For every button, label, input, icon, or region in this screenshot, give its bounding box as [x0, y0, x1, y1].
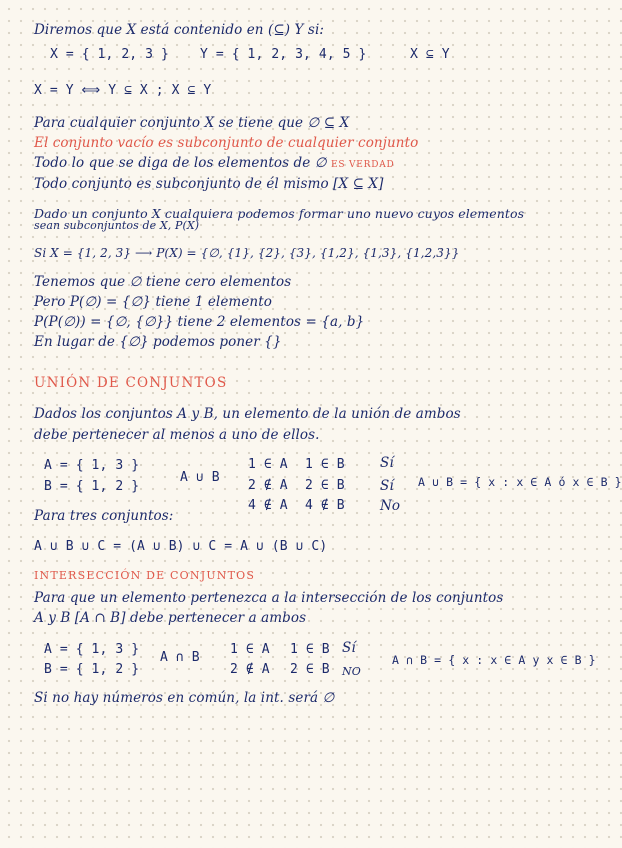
empty-set-line-2: El conjunto vacío es subconjunto de cualquier conjunto	[34, 135, 419, 151]
union-definition: A ∪ B = { x : x ∈ A ó x ∈ B }	[418, 475, 622, 489]
intersection-heading: INTERSECCIÓN DE CONJUNTOS	[34, 569, 256, 582]
union-three-sets: A ∪ B ∪ C = (A ∪ B) ∪ C = A ∪ (B ∪ C)	[34, 539, 328, 554]
empty-set-line-1: Para cualquier conjunto X se tiene que ∅ ⊆ X	[34, 115, 350, 131]
union-line-3: Para tres conjuntos:	[34, 508, 174, 524]
intersection-row-2-b: 2 ∈ B	[290, 662, 330, 677]
intersection-row-1-result: Sí	[342, 640, 356, 656]
intersection-row-2-a: 2 ∉ A	[230, 662, 270, 677]
intersection-row-1-a: 1 ∈ A	[230, 642, 270, 657]
intro-subset: X ⊆ Y	[410, 47, 450, 62]
union-row-2-b: 2 ∈ B	[305, 478, 345, 493]
intro-set-y: Y = { 1, 2, 3, 4, 5 }	[200, 47, 367, 62]
intro-set-x: X = { 1, 2, 3 }	[50, 47, 169, 62]
intersection-set-a: A = { 1, 3 }	[44, 642, 140, 657]
intersection-line-1: Para que un elemento pertenezca a la intersección de los conjuntos	[34, 590, 504, 606]
intersection-row-1-b: 1 ∈ B	[290, 642, 330, 657]
union-row-3-b: 4 ∉ B	[305, 498, 345, 513]
union-row-3-result: No	[380, 498, 401, 514]
power-set-example: Si X = {1, 2, 3} ⟶ P(X) = {∅, {1}, {2}, {3}, {1,2}, {1,3}, {1,2,3}}	[34, 246, 460, 260]
union-row-1-a: 1 ∈ A	[248, 457, 288, 472]
intro-equality: X = Y ⟺ Y ⊆ X ; X ⊆ Y	[34, 83, 212, 98]
intersection-definition: A ∩ B = { x : x ∈ A y x ∈ B }	[392, 653, 596, 667]
union-line-2: debe pertenecer al menos a uno de ellos.	[34, 427, 320, 443]
power-set-line-6: En lugar de {∅} podemos poner {}	[34, 334, 282, 350]
intersection-row-2-result: NO	[342, 665, 361, 678]
union-row-1-b: 1 ∈ B	[305, 457, 345, 472]
power-set-line-1b: sean subconjuntos de X, P(X)	[34, 219, 200, 232]
union-row-3-a: 4 ∉ A	[248, 498, 288, 513]
intersection-set-b: B = { 1, 2 }	[44, 662, 140, 677]
power-set-line-1: Dado un conjunto X cualquiera podemos formar uno nuevo cuyos elementos	[34, 206, 525, 221]
intersection-line-2: A y B [A ∩ B] debe pertenecer a ambos	[34, 610, 307, 626]
intro-line-1: Diremos que X está contenido en (⊆) Y si:	[34, 22, 325, 38]
power-set-line-3: Tenemos que ∅ tiene cero elementos	[34, 274, 292, 290]
empty-set-line-3	[34, 155, 395, 173]
union-heading: UNIÓN DE CONJUNTOS	[34, 375, 228, 391]
union-row-2-result: Sí	[380, 478, 394, 494]
union-set-b: B = { 1, 2 }	[44, 479, 140, 494]
union-set-a: A = { 1, 3 }	[44, 458, 140, 473]
union-row-1-result: Sí	[380, 455, 394, 471]
power-set-line-5: P(P(∅)) = {∅, {∅}} tiene 2 elementos = {a, b}	[34, 314, 365, 330]
intersection-line-3: Si no hay números en común, la int. será ∅	[34, 690, 335, 706]
union-op: A ∪ B	[180, 470, 220, 485]
union-row-2-a: 2 ∉ A	[248, 478, 288, 493]
empty-set-line-4: Todo conjunto es subconjunto de él mismo [X ⊆ X]	[34, 176, 384, 192]
intersection-op: A ∩ B	[160, 650, 200, 665]
es-verdad-tag: ES VERDAD	[330, 160, 395, 170]
power-set-line-4: Pero P(∅) = {∅} tiene 1 elemento	[34, 294, 272, 310]
union-line-1: Dados los conjuntos A y B, un elemento de la unión de ambos	[34, 406, 461, 422]
empty-set-line-3-text: Todo lo que se diga de los elementos de ∅	[34, 155, 327, 171]
